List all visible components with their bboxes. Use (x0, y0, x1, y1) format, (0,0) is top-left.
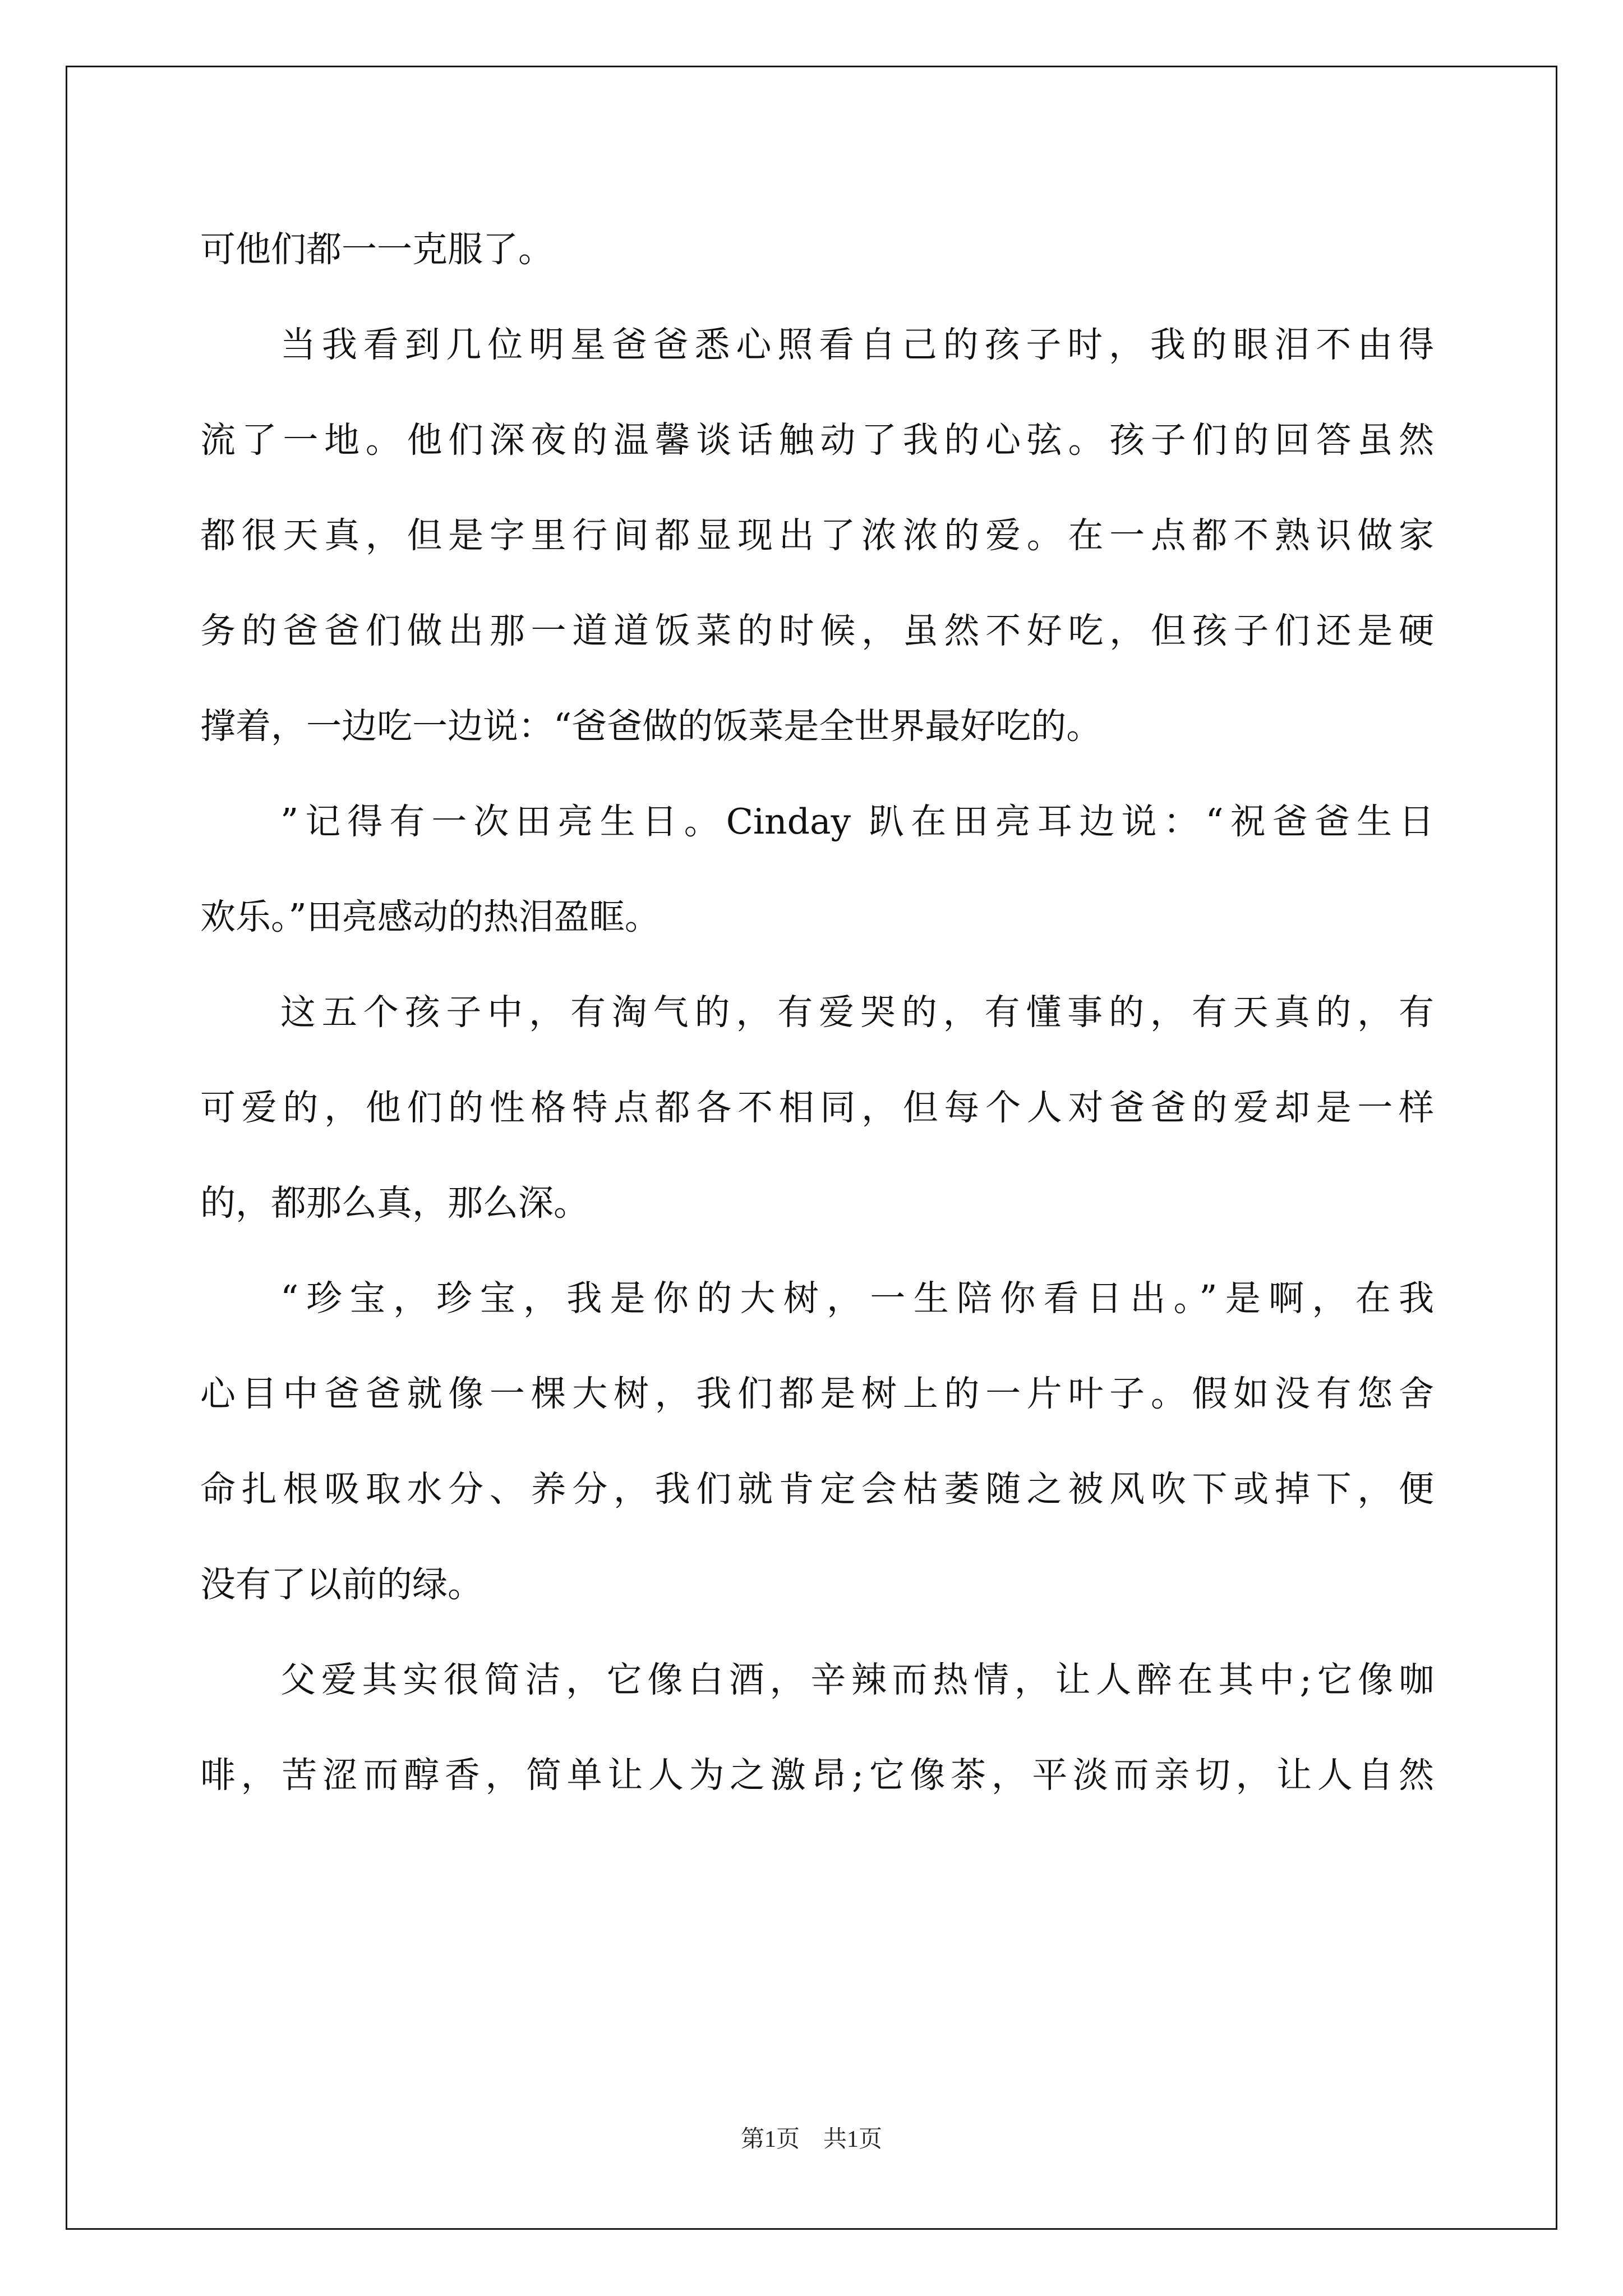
text-line: 撑着，一边吃一边说：“爸爸做的饭菜是全世界最好吃的。 (200, 706, 1102, 747)
text-line: 心目中爸爸就像一棵大树，我们都是树上的一片叶子。假如没有您舍 (200, 1373, 1434, 1414)
text-line: 务的爸爸们做出那一道道饭菜的时候，虽然不好吃，但孩子们还是硬 (200, 610, 1434, 651)
document-body (200, 202, 1434, 1823)
text-line: 可爱的，他们的性格特点都各不相同，但每个人对爸爸的爱却是一样 (200, 1087, 1434, 1128)
text-line: 都很天真，但是字里行间都显现出了浓浓的爱。在一点都不熟识做家 (200, 515, 1434, 556)
text-line: ”记得有一次田亮生日。Cinday 趴在田亮耳边说：“祝爸爸生日 (280, 801, 1434, 842)
text-line: “珍宝，珍宝，我是你的大树，一生陪你看日出。”是啊，在我 (280, 1278, 1434, 1319)
text-line: 这五个孩子中，有淘气的，有爱哭的，有懂事的，有天真的，有 (280, 992, 1434, 1033)
text-line: 欢乐。”田亮感动的热泪盈眶。 (200, 896, 660, 937)
text-line: 流了一地。他们深夜的温馨谈话触动了我的心弦。孩子们的回答虽然 (200, 420, 1434, 461)
text-line: 命扎根吸取水分、养分，我们就肯定会枯萎随之被风吹下或掉下，便 (200, 1469, 1434, 1510)
page-number: 第1页 共1页 (740, 2127, 882, 2152)
text-line: 的，都那么真，那么深。 (200, 1182, 589, 1223)
text-line: 父爱其实很简洁，它像白酒，辛辣而热情，让人醉在其中;它像咖 (280, 1659, 1434, 1700)
text-line: 没有了以前的绿。 (200, 1564, 483, 1605)
text-line: 可他们都一一克服了。 (200, 229, 554, 270)
text-line: 当我看到几位明星爸爸悉心照看自己的孩子时，我的眼泪不由得 (280, 324, 1434, 365)
text-line: 啡，苦涩而醇香，简单让人为之激昂;它像茶，平淡而亲切，让人自然 (200, 1755, 1434, 1796)
page-footer (0, 2120, 1623, 2154)
